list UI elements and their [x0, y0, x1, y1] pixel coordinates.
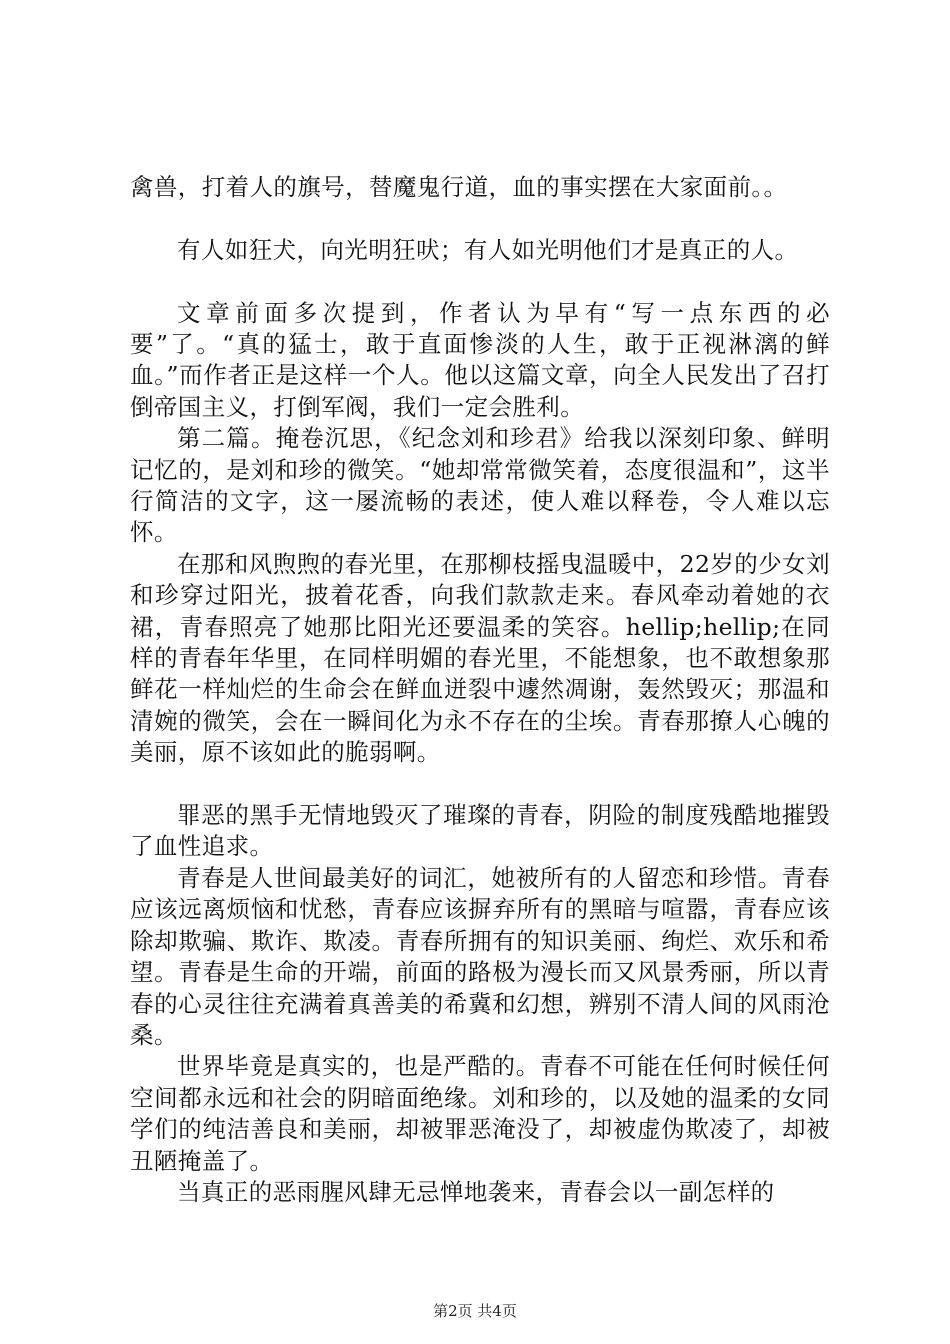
- paragraph-3: 文章前面多次提到，作者认为早有“写一点东西的必要”了。“真的猛士，敢于直面惨淡的人生，敢于正视淋漓的鲜血。”而作者正是这样一个人。他以这篇文章，向全人民发出了召打倒帝国主义，打倒军阀，我们一定会胜利。: [130, 298, 830, 421]
- paragraph-1: 禽兽，打着人的旗号，替魔鬼行道，血的事实摆在大家面前。。: [130, 173, 788, 201]
- paragraph-9: 当真正的恶雨腥风肆无忌惮地袭来，青春会以一副怎样的: [177, 1177, 775, 1206]
- paragraph-7: 青春是人世间最美好的词汇，她被所有的人留恋和珍惜。青春应该远离烦恼和忧愁，青春应该摒弃所有的黑暗与喧嚣，青春应该除却欺骗、欺诈、欺凌。青春所拥有的知识美丽、绚烂、欢乐和希望。青春是生命的开端，前面的路极为漫长而又风景秀丽，所以青春的心灵往往充满着真善美的希冀和幻想，辨别不清人间的风雨沧桑。: [130, 863, 830, 1049]
- paragraph-4: 第二篇。掩卷沉思，《纪念刘和珍君》给我以深刻印象、鲜明记忆的，是刘和珍的微笑。“她却常常微笑着，态度很温和”，这半行简洁的文字，这一屡流畅的表述，使人难以释卷，令人难以忘怀。: [130, 424, 830, 547]
- paragraph-8: 世界毕竟是真实的，也是严酷的。青春不可能在任何时候任何空间都永远和社会的阴暗面绝缘。刘和珍的，以及她的温柔的女同学们的纯洁善良和美丽，却被罪恶淹没了，却被虚伪欺凌了，却被丑陋掩盖了。: [130, 1052, 830, 1175]
- page-number-footer: 第2页 共4页: [433, 1302, 517, 1320]
- paragraph-5: 在那和风煦煦的春光里，在那柳枝摇曳温暖中，22岁的少女刘和珍穿过阳光，披着花香，向我们款款走来。春风牵动着她的衣裙，青春照亮了她那比阳光还要温柔的笑容。hellip;hellip;在同样的青春年华里，在同样明媚的春光里，不能想象，也不敢想象那鲜花一样灿烂的生命会在鲜血迸裂中遽然凋谢，轰然毁灭；那温和清婉的微笑，会在一瞬间化为永不存在的尘埃。青春那撩人心魄的美丽，原不该如此的脆弱啊。: [130, 549, 830, 767]
- document-body: [130, 172, 830, 1208]
- paragraph-2: 有人如狂犬，向光明狂吠；有人如光明他们才是真正的人。: [177, 235, 799, 264]
- paragraph-6: 罪恶的黑手无情地毁灭了璀璨的青春，阴险的制度残酷地摧毁了血性追求。: [130, 801, 830, 861]
